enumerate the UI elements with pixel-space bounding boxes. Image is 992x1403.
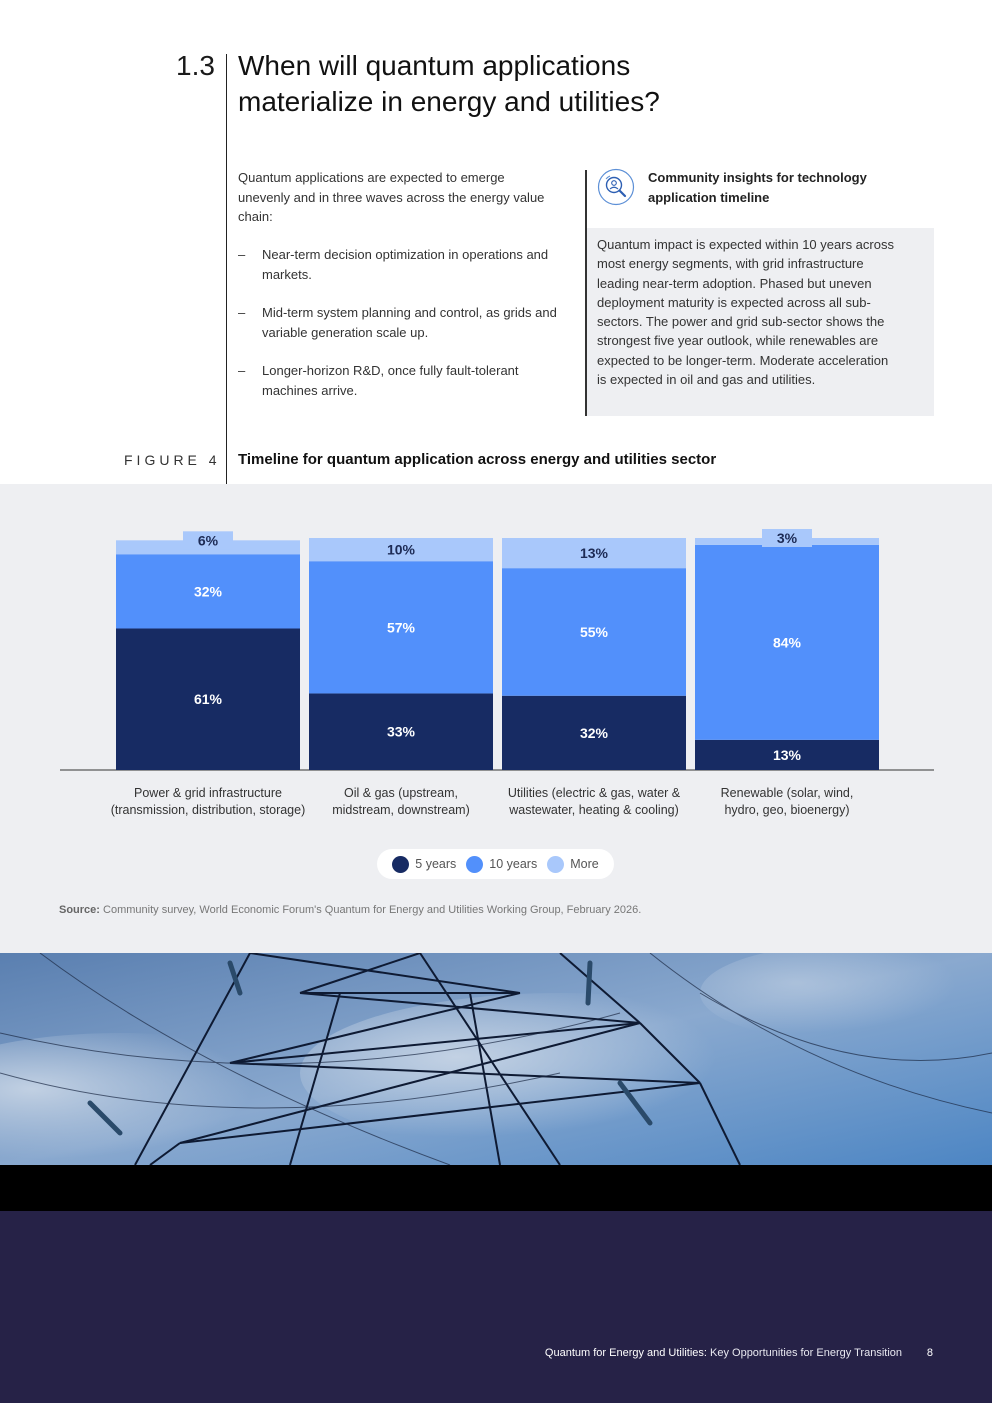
section-title <box>238 48 798 120</box>
data-label: 6% <box>197 532 219 549</box>
data-label: 84% <box>772 634 802 651</box>
chart-panel <box>0 484 992 953</box>
source-text: Community survey, World Economic Forum's Quantum for Energy and Utilities Working Group, February 2026. <box>99 904 642 916</box>
category-label: Renewable (solar, wind, <box>720 786 854 800</box>
section-title-line2: materialize in energy and utilities? <box>238 86 660 117</box>
wave-list <box>238 245 558 419</box>
footer-publication <box>545 1347 902 1359</box>
legend-label: 10 years <box>489 857 538 871</box>
page-footer <box>0 1211 992 1403</box>
source-note <box>59 904 641 916</box>
section-divider <box>226 54 227 484</box>
black-band <box>0 1165 992 1211</box>
stacked-bar-chart <box>0 484 992 884</box>
footer-title-bold: Quantum for Energy and Utilities: <box>544 1347 707 1359</box>
intro-paragraph: Quantum applications are expected to emerge unevenly and in three waves across the energy value chain: <box>238 170 545 224</box>
data-label: 33% <box>386 723 416 740</box>
list-item-text: Near-term decision optimization in operations and markets. <box>262 247 549 282</box>
data-label: 10% <box>386 541 416 558</box>
legend-label: 5 years <box>415 857 457 871</box>
data-label: 13% <box>772 746 802 763</box>
legend-item-5-years <box>392 856 456 873</box>
category-label: wastewater, heating & cooling) <box>509 803 679 817</box>
list-item: – Longer-horizon R&D, once fully fault-tolerant machines arrive. <box>238 363 519 398</box>
magnifier-person-icon <box>597 168 635 206</box>
figure-title: Timeline for quantum application across energy and utilities sector <box>238 451 717 468</box>
list-item: – Mid-term system planning and control, as grids and variable generation scale up. <box>238 305 557 340</box>
list-item: – Near-term decision optimization in operations and markets. <box>238 247 549 282</box>
footer-title-rest: Key Opportunities for Energy Transition <box>706 1347 902 1359</box>
category-label: hydro, geo, bioenergy) <box>724 803 850 817</box>
insight-title: Community insights for technology application timeline <box>648 170 867 205</box>
data-label: 57% <box>386 619 416 636</box>
data-label: 61% <box>193 691 223 708</box>
insight-body: Quantum impact is expected within 10 years across most energy segments, with grid infrastructure leading near-term adoption. Phased but uneven deployment maturity is expected across all sub-sectors. The power and grid sub-sector shows the strongest five year outlook, while renewables are expected to be longer-term. Moderate acceleration is expected in oil and gas and utilities. <box>587 228 934 416</box>
category-label: (transmission, distribution, storage) <box>110 803 306 817</box>
page-number: 8 <box>926 1347 933 1359</box>
source-prefix: Source: <box>59 904 100 916</box>
figure-label: FIGURE 4 <box>124 452 221 468</box>
section-title-line1: When will quantum applications <box>238 50 631 81</box>
section-number: 1.3 <box>176 50 215 81</box>
legend-swatch <box>547 856 564 873</box>
list-item-text: Mid-term system planning and control, as grids and variable generation scale up. <box>262 305 557 340</box>
legend-swatch <box>466 856 483 873</box>
data-label: 32% <box>579 724 609 741</box>
power-transmission-tower-photo <box>0 953 992 1165</box>
list-item-text: Longer-horizon R&D, once fully fault-tolerant machines arrive. <box>262 363 519 398</box>
category-label: Utilities (electric & gas, water & <box>507 786 681 800</box>
tower-illustration <box>0 953 992 1165</box>
data-label: 55% <box>579 623 609 640</box>
data-label: 13% <box>579 545 609 562</box>
legend-item-more <box>547 856 598 873</box>
data-label: 3% <box>776 530 798 546</box>
category-label: Oil & gas (upstream, <box>344 786 458 800</box>
legend-item-10-years <box>466 856 537 873</box>
category-label: midstream, downstream) <box>332 803 470 817</box>
legend-swatch <box>392 856 409 873</box>
chart-legend <box>377 849 614 879</box>
legend-label: More <box>570 857 599 871</box>
data-label: 32% <box>193 583 223 600</box>
category-label: Power & grid infrastructure <box>134 786 282 800</box>
